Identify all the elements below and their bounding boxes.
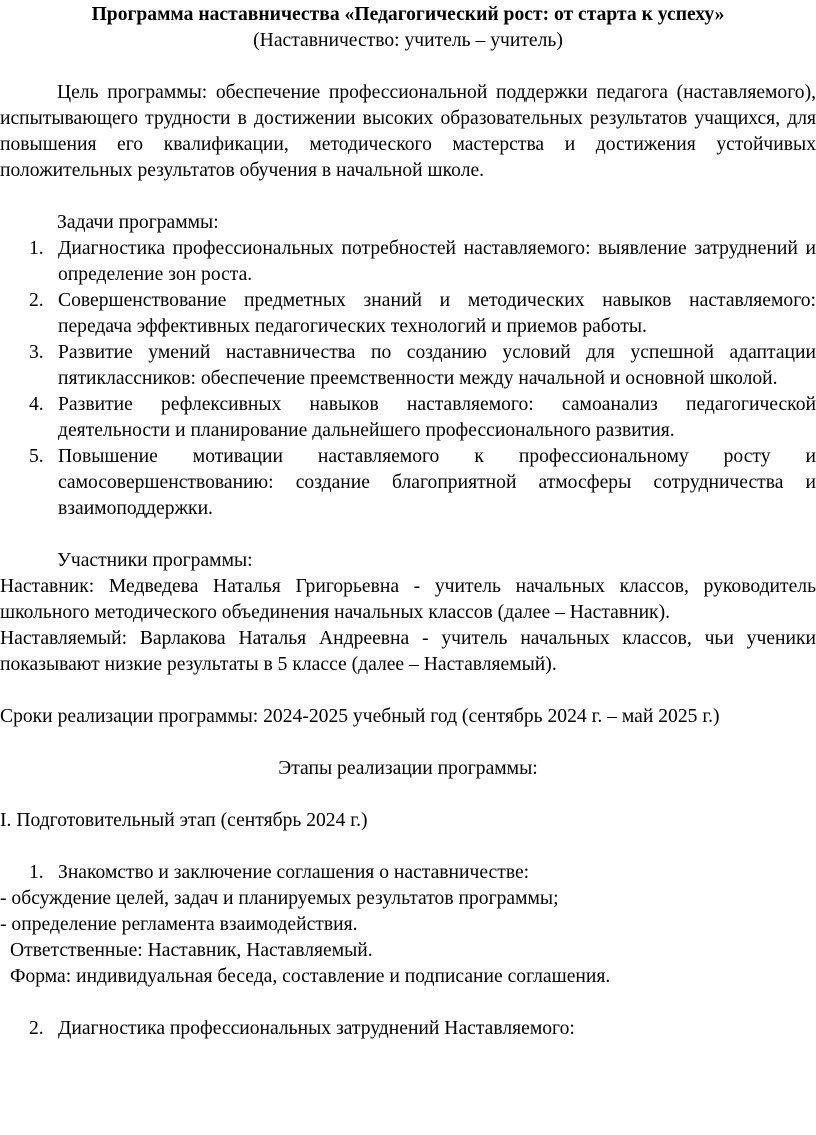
task-number: 1. <box>29 238 44 259</box>
task-number: 4. <box>29 394 44 415</box>
task-text: Совершенствование предметных знаний и методических навыков наставляемого: передача эффективных педагогических технологий и приемов работы. <box>58 290 816 337</box>
spacer <box>0 990 816 1016</box>
timeline-paragraph: Сроки реализации программы: 2024-2025 учебный год (сентябрь 2024 г. – май 2025 г.) <box>0 706 720 727</box>
task-item <box>0 340 816 392</box>
stage1-title: I. Подготовительный этап (сентябрь 2024 г.) <box>0 810 368 831</box>
item-text: Диагностика профессиональных затруднений Наставляемого: <box>58 1018 575 1039</box>
stage1-item1-bullet: - обсуждение целей, задач и планируемых результатов программы; <box>0 888 559 909</box>
stage1-item1 <box>0 860 816 886</box>
task-number: 3. <box>29 342 44 363</box>
stages-heading: Этапы реализации программы: <box>278 758 538 779</box>
spacer <box>0 834 816 860</box>
document-subtitle: (Наставничество: учитель – учитель) <box>253 30 563 51</box>
task-text: Диагностика профессиональных потребностей наставляемого: выявление затруднений и определение зон роста. <box>58 238 816 285</box>
task-number: 5. <box>29 446 44 467</box>
task-item <box>0 444 816 522</box>
stage1-item1-responsible: Ответственные: Наставник, Наставляемый. <box>10 940 373 961</box>
spacer <box>0 730 816 756</box>
goal-paragraph: Цель программы: обеспечение профессиональной поддержки педагога (наставляемого), испытывающего трудности в достижении высоких образовательных результатов учащихся, для повышения его квалификации, методического мастерства и достижения устойчивых положительных результатов обучения в начальной школе. <box>0 82 816 181</box>
stage1-item2 <box>0 1016 816 1042</box>
item-number: 2. <box>29 1018 44 1039</box>
mentor-paragraph: Наставник: Медведева Наталья Григорьевна - учитель начальных классов, руководитель школьного методического объединения начальных классов (далее – Наставник). <box>0 576 816 623</box>
tasks-heading: Задачи программы: <box>57 212 219 233</box>
mentee-paragraph: Наставляемый: Варлакова Наталья Андреевна - учитель начальных классов, чьи ученики показывают низкие результаты в 5 классе (далее – Наставляемый). <box>0 628 816 675</box>
task-item <box>0 392 816 444</box>
item-number: 1. <box>29 862 44 883</box>
tasks-list <box>0 236 816 522</box>
task-number: 2. <box>29 290 44 311</box>
participants-heading: Участники программы: <box>57 550 253 571</box>
task-text: Развитие рефлексивных навыков наставляемого: самоанализ педагогической деятельности и планирование дальнейшего профессионального развития. <box>58 394 816 441</box>
task-text: Развитие умений наставничества по созданию условий для успешной адаптации пятиклассников: обеспечение преемственности между начальной и основной школой. <box>58 342 816 389</box>
task-item <box>0 236 816 288</box>
stage1-item1-form: Форма: индивидуальная беседа, составление и подписание соглашения. <box>10 966 611 987</box>
spacer <box>0 782 816 808</box>
spacer <box>0 678 816 704</box>
task-text: Повышение мотивации наставляемого к профессиональному росту и самосовершенствованию: создание благоприятной атмосферы сотрудничества и взаимоподдержки. <box>58 446 816 519</box>
document-title: Программа наставничества «Педагогический рост: от старта к успеху» <box>91 4 725 25</box>
item-text: Знакомство и заключение соглашения о наставничестве: <box>58 862 530 883</box>
stage1-item1-bullet: - определение регламента взаимодействия. <box>0 914 358 935</box>
task-item <box>0 288 816 340</box>
